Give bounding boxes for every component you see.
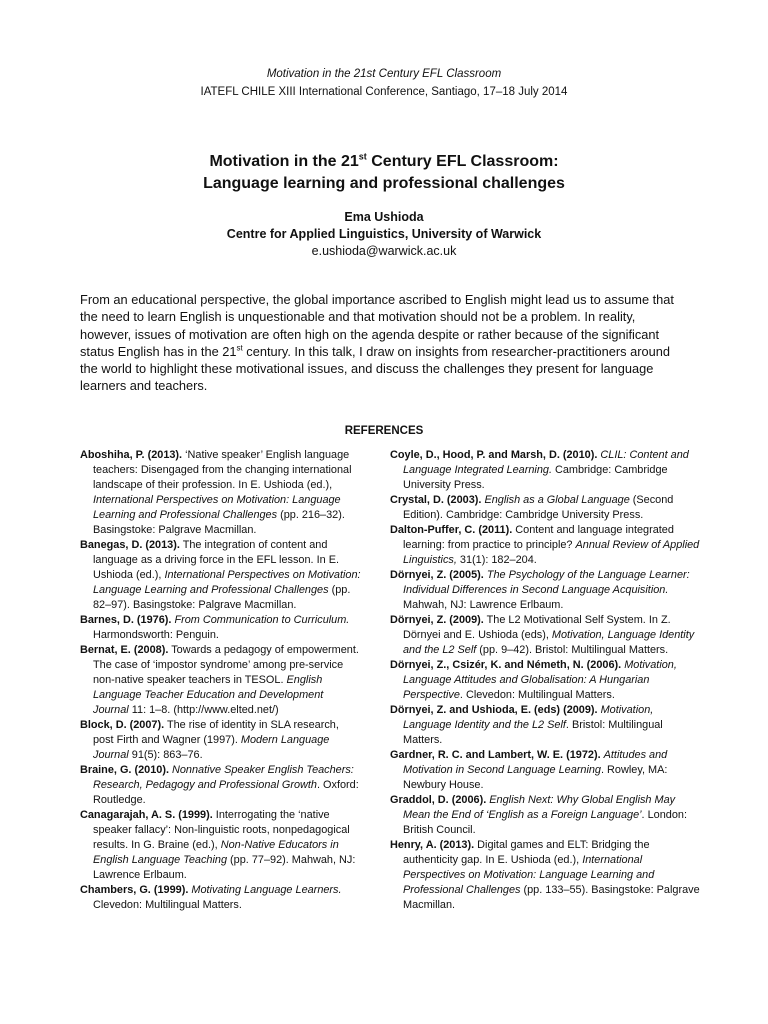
reference-text: Clevedon: Multilingual Matters. — [93, 899, 242, 911]
paper-title — [0, 151, 768, 195]
reference-entry — [390, 523, 700, 568]
reference-title: International Perspectives on Motivation: Language Learning and Professional Challenges — [93, 569, 361, 596]
reference-author: Dörnyei, Z. (2005). — [390, 569, 484, 581]
reference-text: Digital games and ELT: Bridging the authenticity gap. In E. Ushioda (ed.), — [403, 839, 650, 866]
reference-entry — [80, 613, 362, 643]
reference-author: Crystal, D. (2003). — [390, 494, 482, 506]
reference-text: . Oxford: Routledge. — [93, 779, 359, 806]
reference-author: Aboshiha, P. (2013). — [80, 449, 183, 461]
reference-text: . Clevedon: Multilingual Matters. — [459, 689, 615, 701]
reference-text: Towards a pedagogy of empowerment. The case of ‘impostor syndrome’ among pre-service non-native speaker teachers in TESOL. — [93, 644, 359, 686]
references-heading: REFERENCES — [344, 425, 424, 437]
reference-title: English Next: Why Global English May Mean the End of ‘English as a Foreign Language’ — [403, 794, 676, 821]
reference-text: Mahwah, NJ: Lawrence Erlbaum. — [403, 599, 564, 611]
reference-text: Interrogating the ‘native speaker fallacy’: Non-linguistic roots, nonpedagogical results. In G. Braine (ed.), — [93, 809, 350, 851]
reference-entry — [80, 718, 362, 763]
author-block — [0, 209, 768, 260]
title-superscript: st — [358, 151, 367, 162]
reference-author: Bernat, E. (2008). — [80, 644, 169, 656]
reference-text: . Rowley, MA: Newbury House. — [403, 764, 668, 791]
reference-title: Motivation, Language Identity and the L2 Self — [403, 704, 654, 731]
reference-entry — [80, 808, 362, 883]
reference-title: English as a Global Language — [484, 494, 630, 506]
reference-text: (pp. 9–42). Bristol: Multilingual Matters. — [476, 644, 669, 656]
reference-author: Canagarajah, A. S. (1999). — [80, 809, 213, 821]
abstract-part-2: century. In this talk, I draw on insights from researcher-practitioners around the world to highlight these motivational issues, and discuss the challenges they present for language learners and teachers. — [80, 343, 670, 394]
reference-text: . London: British Council. — [403, 809, 687, 836]
reference-entry — [390, 793, 700, 838]
reference-author: Coyle, D., Hood, P. and Marsh, D. (2010). — [390, 449, 598, 461]
reference-author: Dörnyei, Z. (2009). — [390, 614, 484, 626]
reference-author: Block, D. (2007). — [80, 719, 165, 731]
reference-title: The Psychology of the Language Learner: Individual Differences in Second Language Acquisition. — [403, 569, 690, 596]
reference-title: Nonnative Speaker English Teachers: Research, Pedagogy and Professional Growth — [93, 764, 354, 791]
reference-text: Content and language integrated learning: from practice to principle? — [403, 524, 674, 551]
reference-title: Non-Native Educators in English Language Teaching — [93, 839, 339, 866]
reference-text: The L2 Motivational Self System. In Z. Dörnyei and E. Ushioda (eds), — [403, 614, 671, 641]
references-left-column — [80, 448, 362, 913]
abstract-superscript: st — [236, 343, 243, 353]
author-affiliation: Centre for Applied Linguistics, University of Warwick — [226, 227, 542, 241]
reference-entry — [390, 838, 700, 913]
reference-author: Graddol, D. (2006). — [390, 794, 487, 806]
reference-entry — [390, 493, 700, 523]
reference-author: Dalton-Puffer, C. (2011). — [390, 524, 513, 536]
reference-author: Dörnyei, Z. and Ushioda, E. (eds) (2009). — [390, 704, 598, 716]
reference-title: International Perspectives on Motivation: Language Learning and Professional Challenges — [93, 494, 341, 521]
reference-text: The integration of content and language as a driving force in the EFL lesson. In E. Ushioda (ed.), — [93, 539, 339, 581]
reference-entry — [80, 883, 362, 913]
reference-title: Modern Language Journal — [93, 734, 330, 761]
reference-author: Dörnyei, Z., Csizér, K. and Németh, N. (2006). — [390, 659, 622, 671]
title-line-2: Language learning and professional challenges — [203, 175, 565, 192]
reference-title: Motivation, Language Identity and the L2 Self — [403, 629, 695, 656]
reference-title: Motivating Language Learners. — [191, 884, 342, 896]
reference-text: (pp. 77–92). Mahwah, NJ: Lawrence Erlbaum. — [93, 854, 356, 881]
author-email: e.ushioda@warwick.ac.uk — [311, 244, 457, 258]
title-line-1-post: Century EFL Classroom: — [366, 153, 559, 170]
reference-text: 31(1): 182–204. — [456, 554, 537, 566]
reference-text: ‘Native speaker’ English language teachers: Disengaged from the changing international landscape of their profession. In E. Ushioda (ed.), — [93, 449, 352, 491]
reference-title: English Language Teacher Education and Development Journal — [93, 674, 324, 716]
abstract — [80, 291, 690, 395]
reference-author: Banegas, D. (2013). — [80, 539, 180, 551]
reference-text: The rise of identity in SLA research, post Firth and Wagner (1997). — [93, 719, 339, 746]
reference-text: Cambridge: Cambridge University Press. — [403, 464, 668, 491]
reference-title: CLIL: Content and Language Integrated Learning. — [403, 449, 689, 476]
reference-author: Gardner, R. C. and Lambert, W. E. (1972). — [390, 749, 601, 761]
author-name: Ema Ushioda — [344, 210, 424, 224]
reference-author: Barnes, D. (1976). — [80, 614, 172, 626]
reference-title: From Communication to Curriculum. — [174, 614, 350, 626]
title-line-1 — [0, 151, 768, 173]
reference-title: Annual Review of Applied Linguistics, — [403, 539, 700, 566]
reference-text: Harmondsworth: Penguin. — [93, 629, 219, 641]
reference-title: Attitudes and Motivation in Second Language Learning — [403, 749, 668, 776]
reference-entry — [390, 448, 700, 493]
reference-author: Henry, A. (2013). — [390, 839, 475, 851]
reference-entry — [390, 568, 700, 613]
reference-text: (pp. 82–97). Basingstoke: Palgrave Macmillan. — [93, 584, 351, 611]
reference-author: Chambers, G. (1999). — [80, 884, 189, 896]
reference-text: 91(5): 863–76. — [128, 749, 203, 761]
reference-author: Braine, G. (2010). — [80, 764, 169, 776]
reference-entry — [390, 748, 700, 793]
reference-entry — [80, 448, 362, 538]
reference-text: . Bristol: Multilingual Matters. — [403, 719, 663, 746]
references-right-column — [390, 448, 700, 913]
reference-text: (Second Edition). Cambridge: Cambridge University Press. — [403, 494, 674, 521]
abstract-part-1: From an educational perspective, the global importance ascribed to English might lead us to assume that the need to learn English is unquestionable and that motivation should not be a problem. In reality, however, issues of motivation are often high on the agenda despite or rather because of the significant status English has in the 21 — [80, 292, 674, 359]
reference-entry — [80, 538, 362, 613]
running-header-title: Motivation in the 21st Century EFL Classroom — [266, 68, 502, 80]
reference-title: International Perspectives on Motivation: Language Learning and Professional Challenges — [403, 854, 655, 896]
reference-text: 11: 1–8. (http://www.elted.net/) — [128, 704, 279, 716]
reference-text: (pp. 133–55). Basingstoke: Palgrave Macmillan. — [403, 884, 700, 911]
title-line-1-pre: Motivation in the 21 — [209, 153, 359, 170]
reference-entry — [80, 763, 362, 808]
reference-title: Motivation, Language Attitudes and Globalisation: A Hungarian Perspective — [403, 659, 677, 701]
reference-text: (pp. 216–32). Basingstoke: Palgrave Macmillan. — [93, 509, 345, 536]
running-header-conference: IATEFL CHILE XIII International Conference, Santiago, 17–18 July 2014 — [200, 86, 568, 98]
reference-entry — [390, 703, 700, 748]
reference-entry — [80, 643, 362, 718]
reference-entry — [390, 613, 700, 658]
reference-entry — [390, 658, 700, 703]
